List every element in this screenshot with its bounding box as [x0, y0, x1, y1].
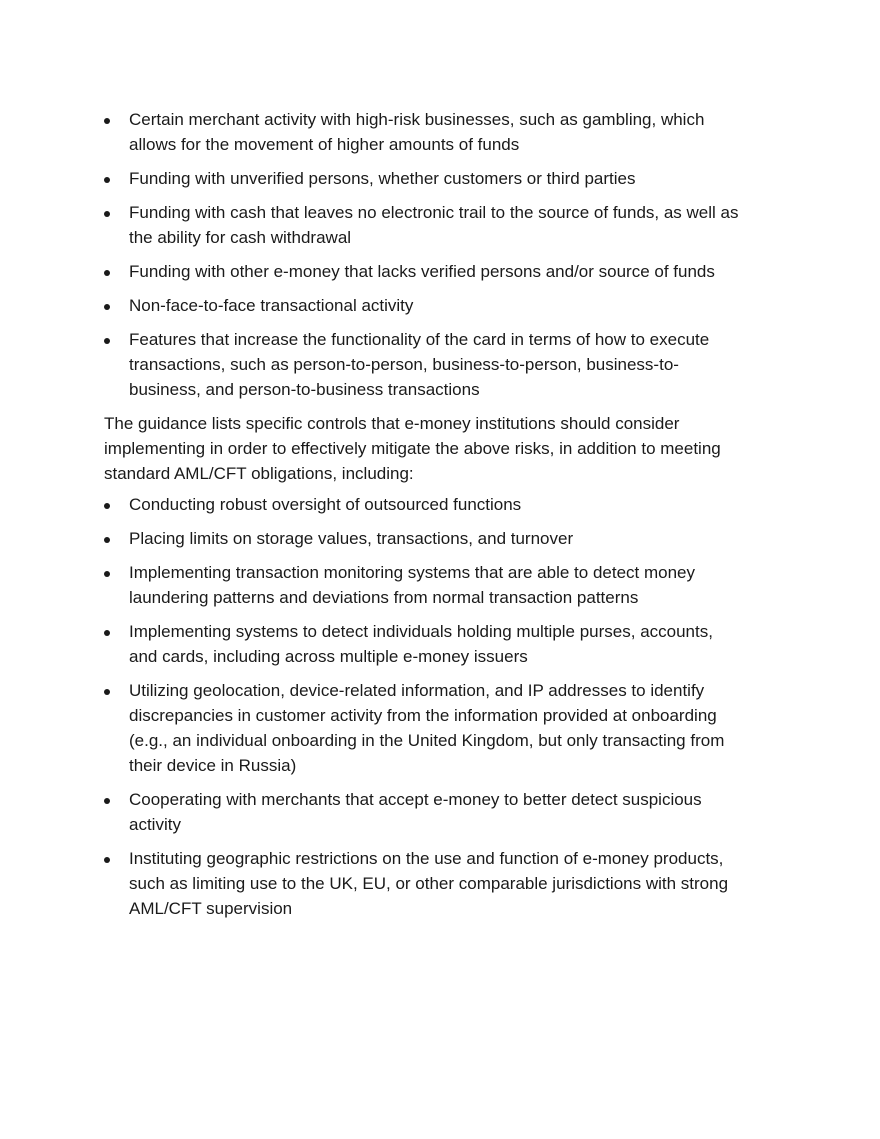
list-item-text: Placing limits on storage values, transactions, and turnover — [129, 529, 574, 548]
list-item — [104, 619, 740, 669]
list-item — [104, 107, 740, 157]
list-item — [104, 526, 740, 551]
list-item-text: Implementing systems to detect individuals holding multiple purses, accounts, and cards, including across multiple e-money issuers — [129, 622, 713, 666]
list-item-text: Utilizing geolocation, device-related information, and IP addresses to identify discrepancies in customer activity from the information provided at onboarding (e.g., an individual onboarding in the United Kingdom, but only transacting from their device in Russia) — [129, 681, 725, 775]
list-item — [104, 327, 740, 402]
bullet-icon — [104, 503, 110, 509]
list-item-text: Funding with cash that leaves no electronic trail to the source of funds, as well as the ability for cash withdrawal — [129, 203, 739, 247]
bullet-icon — [104, 304, 110, 310]
list-item-text: Features that increase the functionality of the card in terms of how to execute transactions, such as person-to-person, business-to-person, business-to-business, and person-to-business transactions — [129, 330, 710, 399]
list-item-text: Implementing transaction monitoring systems that are able to detect money laundering patterns and deviations from normal transaction patterns — [129, 563, 696, 607]
list-item — [104, 678, 740, 778]
risks-bullet-list — [104, 107, 740, 402]
list-item — [104, 200, 740, 250]
list-item-text: Certain merchant activity with high-risk businesses, such as gambling, which allows for the movement of higher amounts of funds — [129, 110, 705, 154]
bullet-icon — [104, 571, 110, 577]
intro-paragraph: The guidance lists specific controls that e-money institutions should consider implementing in order to effectively mitigate the above risks, in addition to meeting standard AML/CFT obligations, including: — [104, 414, 721, 483]
bullet-icon — [104, 211, 110, 217]
list-item — [104, 259, 740, 284]
bullet-icon — [104, 338, 110, 344]
list-item — [104, 560, 740, 610]
bullet-icon — [104, 857, 110, 863]
bullet-icon — [104, 537, 110, 543]
list-item-text: Conducting robust oversight of outsourced functions — [129, 495, 522, 514]
list-item-text: Non-face-to-face transactional activity — [129, 296, 414, 315]
bullet-icon — [104, 798, 110, 804]
controls-bullet-list — [104, 492, 740, 921]
bullet-icon — [104, 270, 110, 276]
bullet-icon — [104, 177, 110, 183]
list-item — [104, 293, 740, 318]
list-item — [104, 846, 740, 921]
bullet-icon — [104, 630, 110, 636]
document-page — [104, 107, 740, 930]
bullet-icon — [104, 689, 110, 695]
list-item — [104, 492, 740, 517]
bullet-icon — [104, 118, 110, 124]
list-item-text: Cooperating with merchants that accept e-money to better detect suspicious activity — [129, 790, 702, 834]
list-item-text: Funding with unverified persons, whether customers or third parties — [129, 169, 636, 188]
list-item — [104, 787, 740, 837]
list-item — [104, 166, 740, 191]
list-item-text: Funding with other e-money that lacks verified persons and/or source of funds — [129, 262, 715, 281]
list-item-text: Instituting geographic restrictions on the use and function of e-money products, such as limiting use to the UK, EU, or other comparable jurisdictions with strong AML/CFT supervision — [129, 849, 729, 918]
